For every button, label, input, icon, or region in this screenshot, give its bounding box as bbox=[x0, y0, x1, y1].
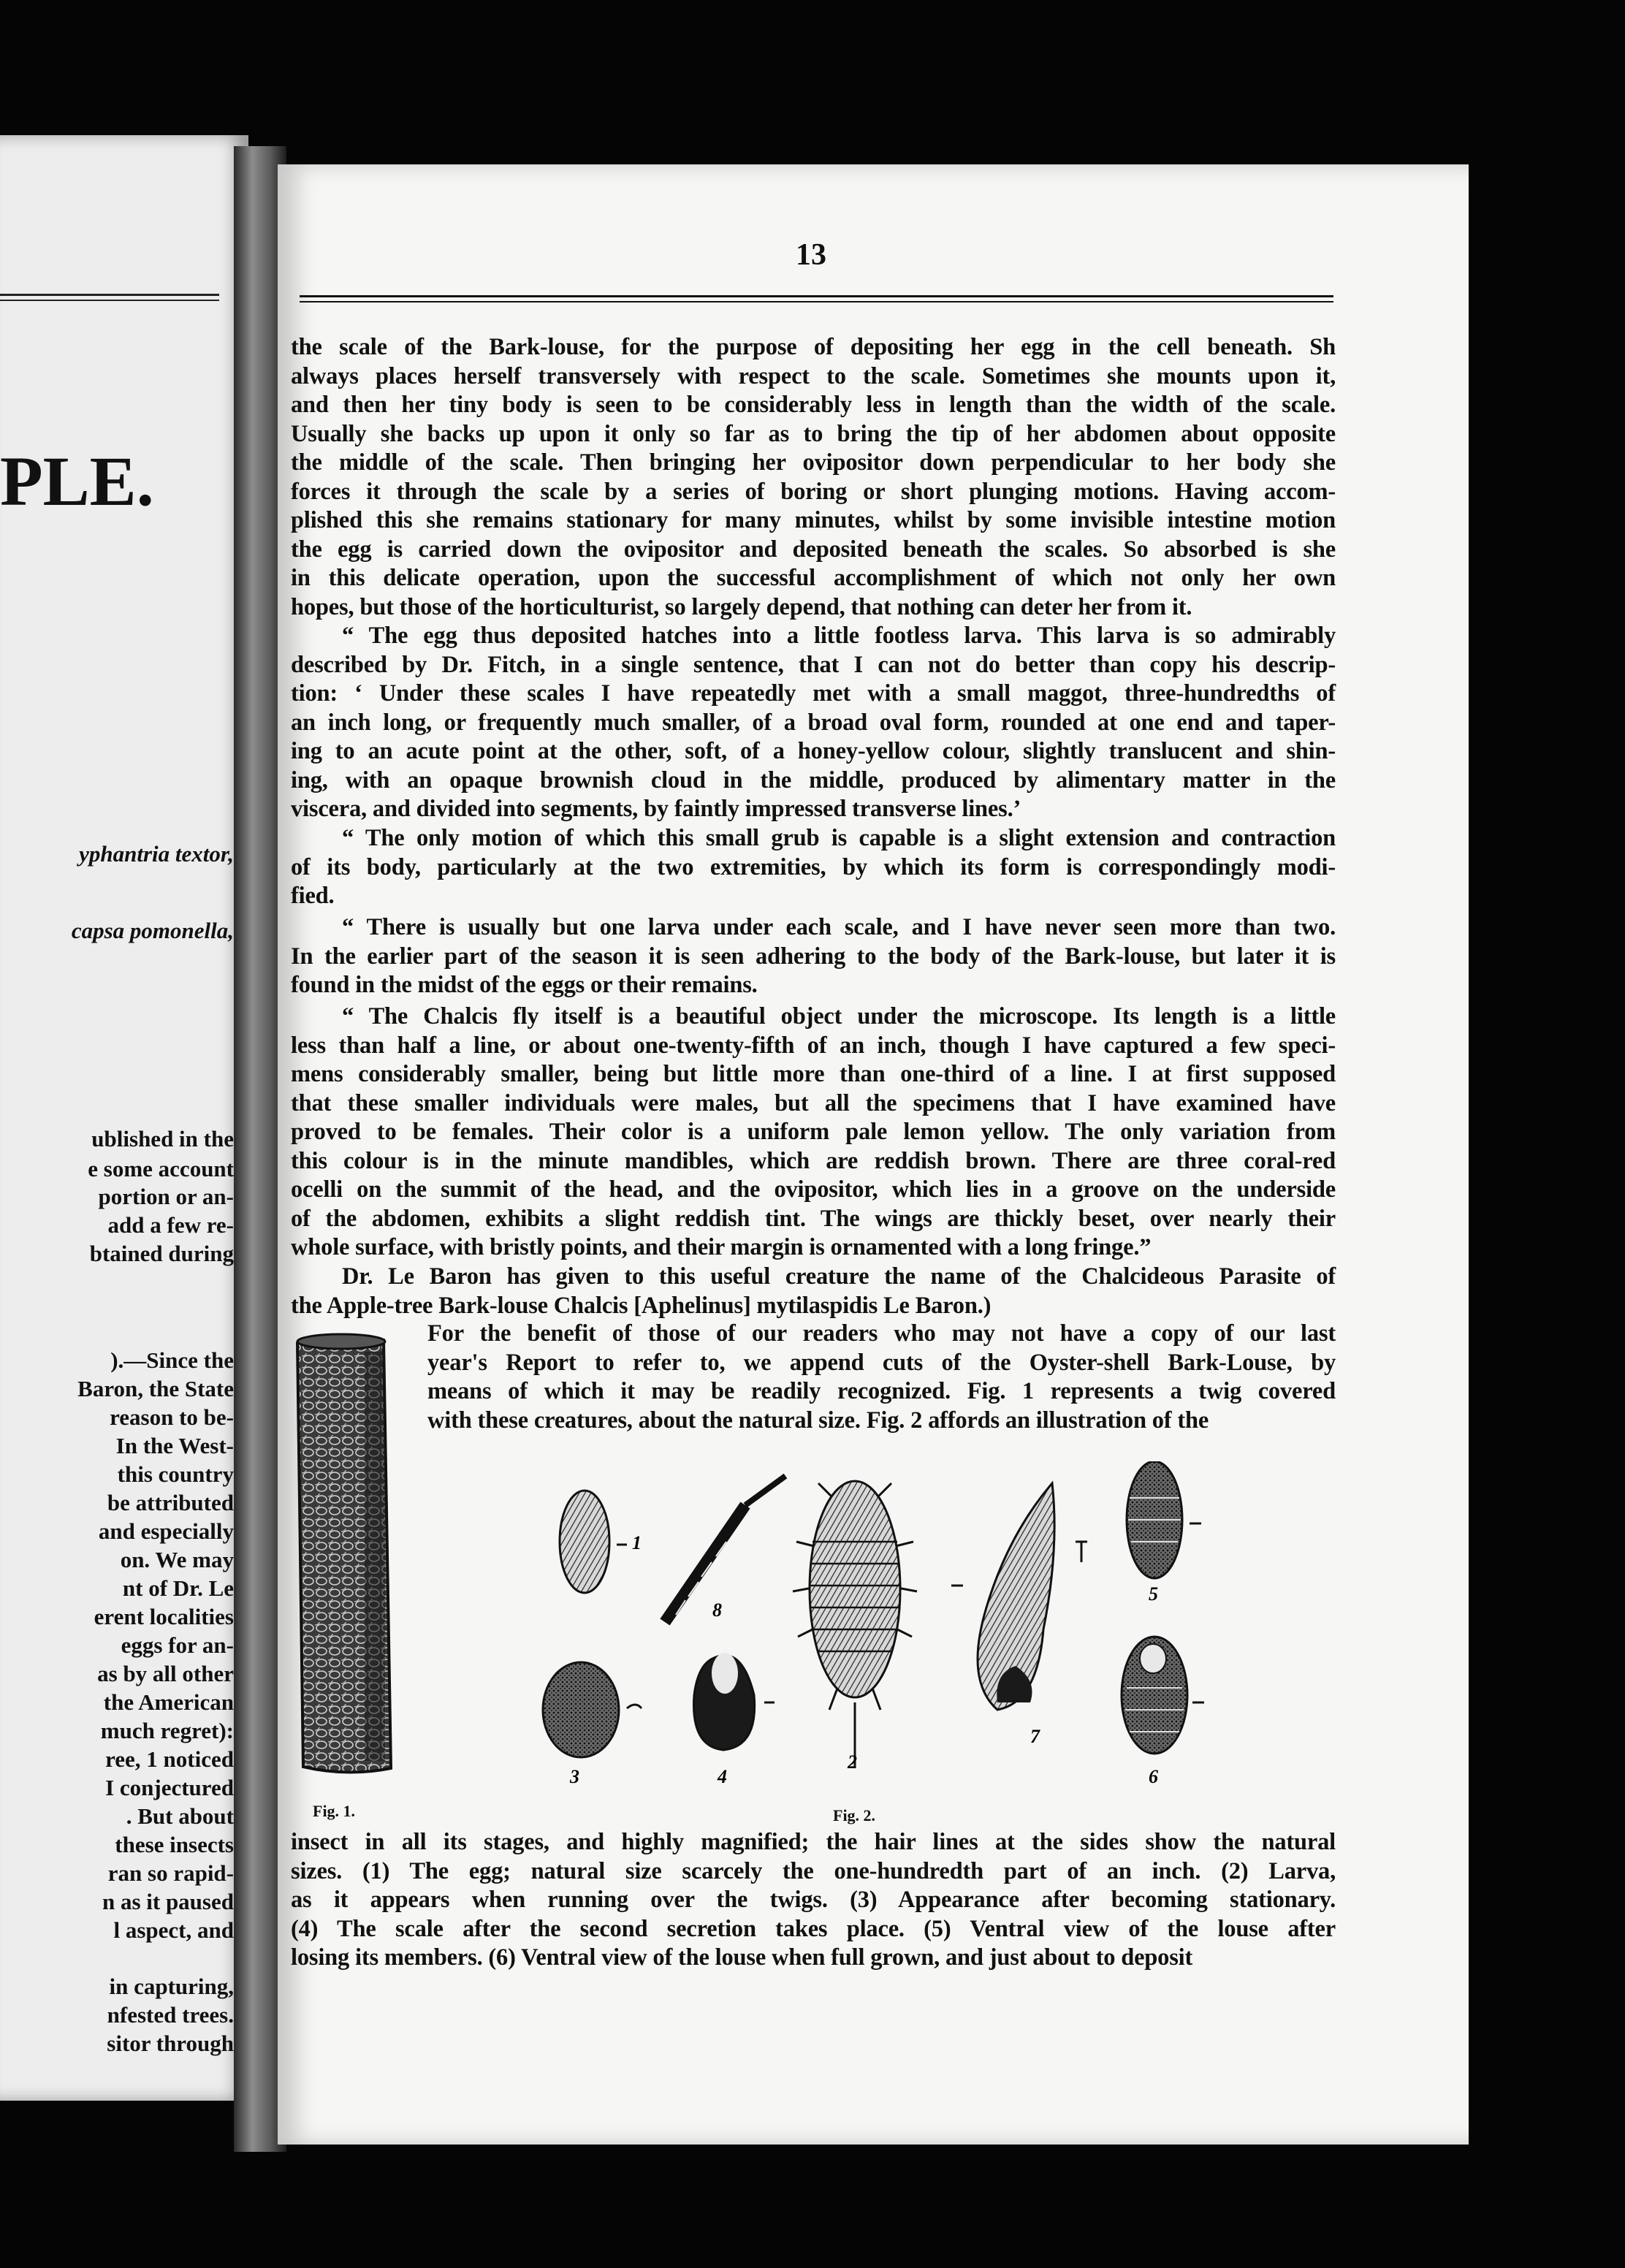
text-line: the scale of the Bark-louse, for the purpose of depositing her egg in the cell beneath. Sh bbox=[291, 334, 1336, 360]
text-line: viscera, and divided into segments, by faintly impressed transverse lines.’ bbox=[291, 796, 1021, 822]
text-line: “ The only motion of which this small grub is capable is a slight extension and contraction bbox=[342, 825, 1336, 851]
left-page-line: these insects bbox=[115, 1832, 234, 1857]
text-line: mens considerably smaller, being but little more than one-third of a line. I at first supposed bbox=[291, 1061, 1336, 1087]
left-page-line: l aspect, and bbox=[113, 1917, 234, 1943]
left-page-line: and especially bbox=[98, 1518, 234, 1544]
left-page-line: the American bbox=[103, 1689, 234, 1715]
text-line: proved to be females. Their color is a uniform pale lemon yellow. The only variation from bbox=[291, 1119, 1336, 1145]
left-page-line: as by all other bbox=[97, 1661, 234, 1686]
figure-label: 8 bbox=[712, 1599, 722, 1621]
paragraph-3 bbox=[291, 824, 1336, 911]
left-heading-fragment: PLE. bbox=[0, 442, 154, 520]
text-line: the egg is carried down the ovipositor and deposited beneath the scales. So absorbed is she bbox=[291, 536, 1336, 563]
left-facing-page bbox=[0, 135, 248, 2101]
header-rule-bottom bbox=[300, 301, 1333, 302]
text-line: found in the midst of the eggs or their remains. bbox=[291, 972, 758, 998]
figure-1-twig-illustration bbox=[289, 1330, 398, 1783]
text-line: means of which it may be readily recognized. Fig. 1 represents a twig covered bbox=[427, 1378, 1336, 1404]
text-line: in this delicate operation, upon the successful accomplishment of which not only her own bbox=[291, 565, 1336, 591]
figure-label: 7 bbox=[1030, 1726, 1040, 1747]
left-page-line: n as it paused bbox=[102, 1889, 234, 1914]
text-line: always places herself transversely with respect to the scale. Sometimes she mounts upon it, bbox=[291, 362, 1336, 389]
text-line: an inch long, or frequently much smaller, of a broad oval form, rounded at one end and taper- bbox=[291, 709, 1336, 736]
text-line: of its body, particularly at the two extremities, by which its form is correspondingly modi- bbox=[291, 853, 1336, 880]
text-line: “ There is usually but one larva under each scale, and I have never seen more than two. bbox=[342, 914, 1336, 940]
text-line: ocelli on the summit of the head, and the ovipositor, which lies in a groove on the underside bbox=[291, 1176, 1336, 1203]
figure-label: 3 bbox=[570, 1766, 579, 1787]
text-line: ing to an acute point at the other, soft, of a honey-yellow colour, slightly translucent and shin- bbox=[291, 738, 1336, 764]
text-line: sizes. (1) The egg; natural size scarcely the one-hundredth part of an inch. (2) Larva, bbox=[291, 1857, 1336, 1884]
text-line: fied. bbox=[291, 883, 335, 909]
figure-1-caption: Fig. 1. bbox=[313, 1802, 356, 1820]
text-line: whole surface, with bristly points, and their margin is ornamented with a long fringe.” bbox=[291, 1234, 1152, 1260]
left-page-line: in capturing, bbox=[109, 1974, 234, 1999]
text-line: as it appears when running over the twigs. (3) Appearance after becoming stationary. bbox=[291, 1887, 1336, 1913]
header-rule-top bbox=[300, 295, 1333, 297]
left-page-line: ree, 1 noticed bbox=[105, 1746, 234, 1772]
left-page-line: nfested trees. bbox=[107, 2002, 234, 2028]
figure-label: 1 bbox=[632, 1532, 642, 1553]
text-line: year's Report to refer to, we append cuts of the Oyster-shell Bark-Louse, by bbox=[427, 1349, 1336, 1376]
paragraph-5 bbox=[291, 1002, 1336, 1263]
text-line: plished this she remains stationary for many minutes, whilst by some invisible intestine motion bbox=[291, 507, 1336, 533]
text-line: the Apple-tree Bark-louse Chalcis [Aphelinus] mytilaspidis Le Baron.) bbox=[291, 1292, 992, 1319]
figure-label: 6 bbox=[1149, 1766, 1158, 1787]
left-page-line: reason to be- bbox=[110, 1404, 234, 1430]
left-page-line: ran so rapid- bbox=[107, 1860, 234, 1886]
left-page-line: much regret): bbox=[100, 1718, 234, 1743]
text-line: and then her tiny body is seen to be considerably less in length than the width of the scale. bbox=[291, 392, 1336, 418]
text-line: that these smaller individuals were males, but all the specimens that I have examined have bbox=[291, 1089, 1336, 1116]
text-line: Dr. Le Baron has given to this useful creature the name of the Chalcideous Parasite of bbox=[342, 1263, 1336, 1290]
left-page-rule bbox=[0, 294, 219, 296]
text-line: “ The egg thus deposited hatches into a little footless larva. This larva is so admirably bbox=[342, 623, 1336, 649]
text-line: For the benefit of those of our readers who may not have a copy of our last bbox=[427, 1320, 1336, 1347]
figure-label: 4 bbox=[718, 1766, 727, 1787]
paragraph-8 bbox=[291, 1828, 1336, 1973]
left-page-line: . But about bbox=[126, 1803, 234, 1829]
left-page-line: erent localities bbox=[94, 1604, 234, 1629]
left-italic-line: yphantria textor, bbox=[79, 841, 234, 867]
left-page-line: sitor through bbox=[107, 2031, 234, 2056]
text-line: insect in all its stages, and highly magnified; the hair lines at the sides show the natural bbox=[291, 1829, 1336, 1855]
left-page-line: ublished in the bbox=[91, 1126, 234, 1152]
text-line: described by Dr. Fitch, in a single sentence, that I can not do better than copy his descrip- bbox=[291, 651, 1336, 678]
figure-label: 2 bbox=[848, 1751, 857, 1773]
text-line: ing, with an opaque brownish cloud in the middle, produced by alimentary matter in the bbox=[291, 766, 1336, 794]
text-line: “ The Chalcis fly itself is a beautiful object under the microscope. Its length is a little bbox=[342, 1003, 1336, 1030]
figure-2-caption: Fig. 2. bbox=[833, 1806, 876, 1824]
text-line: losing its members. (6) Ventral view of the louse when full grown, and just about to deposit bbox=[291, 1944, 1193, 1971]
text-line: the middle of the scale. Then bringing her ovipositor down perpendicular to her body she bbox=[291, 449, 1336, 476]
text-line: of the abdomen, exhibits a slight reddish tint. The wings are thickly beset, over nearly their bbox=[291, 1205, 1336, 1232]
left-page-line: portion or an- bbox=[98, 1184, 234, 1209]
text-line: this colour is in the minute mandibles, which are reddish brown. There are three coral-red bbox=[291, 1147, 1336, 1174]
figure-2-insect-stages-illustration bbox=[526, 1461, 1242, 1790]
left-page-line: ).—Since the bbox=[110, 1347, 234, 1373]
text-line: less than half a line, or about one-twenty-fifth of an inch, though I have captured a few speci- bbox=[291, 1032, 1336, 1059]
text-line: (4) The scale after the second secretion takes place. (5) Ventral view of the louse after bbox=[291, 1915, 1336, 1942]
left-page-line: e some account bbox=[88, 1156, 234, 1181]
left-page-line: be attributed bbox=[107, 1490, 234, 1515]
text-line: In the earlier part of the season it is seen adhering to the body of the Bark-louse, but later it is bbox=[291, 943, 1336, 970]
left-page-line: add a few re- bbox=[107, 1212, 234, 1238]
paragraph-1 bbox=[291, 333, 1336, 622]
left-page-line: this country bbox=[117, 1461, 234, 1487]
left-italic-line: capsa pomonella, bbox=[71, 918, 234, 943]
left-page-line: In the West- bbox=[115, 1433, 234, 1458]
text-line: Usually she backs up upon it only so far as to bring the tip of her abdomen about opposite bbox=[291, 420, 1336, 447]
page-number: 13 bbox=[796, 238, 826, 272]
paragraph-2 bbox=[291, 622, 1336, 824]
figure-label: 5 bbox=[1149, 1583, 1158, 1605]
paragraph-7 bbox=[427, 1320, 1336, 1435]
paragraph-4 bbox=[291, 913, 1336, 1000]
text-line: with these creatures, about the natural size. Fig. 2 affords an illustration of the bbox=[427, 1407, 1209, 1434]
left-page-rule bbox=[0, 300, 219, 301]
left-page-line: nt of Dr. Le bbox=[122, 1575, 234, 1601]
text-line: hopes, but those of the horticulturist, so largely depend, that nothing can deter her from it. bbox=[291, 593, 1192, 620]
paragraph-6 bbox=[291, 1263, 1336, 1320]
text-line: forces it through the scale by a series of boring or short plunging motions. Having accom- bbox=[291, 478, 1336, 505]
text-line: tion: ‘ Under these scales I have repeatedly met with a small maggot, three-hundredths of bbox=[291, 680, 1336, 707]
left-page-line: I conjectured bbox=[105, 1775, 234, 1800]
left-page-line: on. We may bbox=[120, 1547, 234, 1572]
left-page-line: eggs for an- bbox=[121, 1632, 234, 1658]
left-page-line: Baron, the State bbox=[77, 1376, 234, 1401]
left-page-line: btained during bbox=[89, 1241, 234, 1266]
